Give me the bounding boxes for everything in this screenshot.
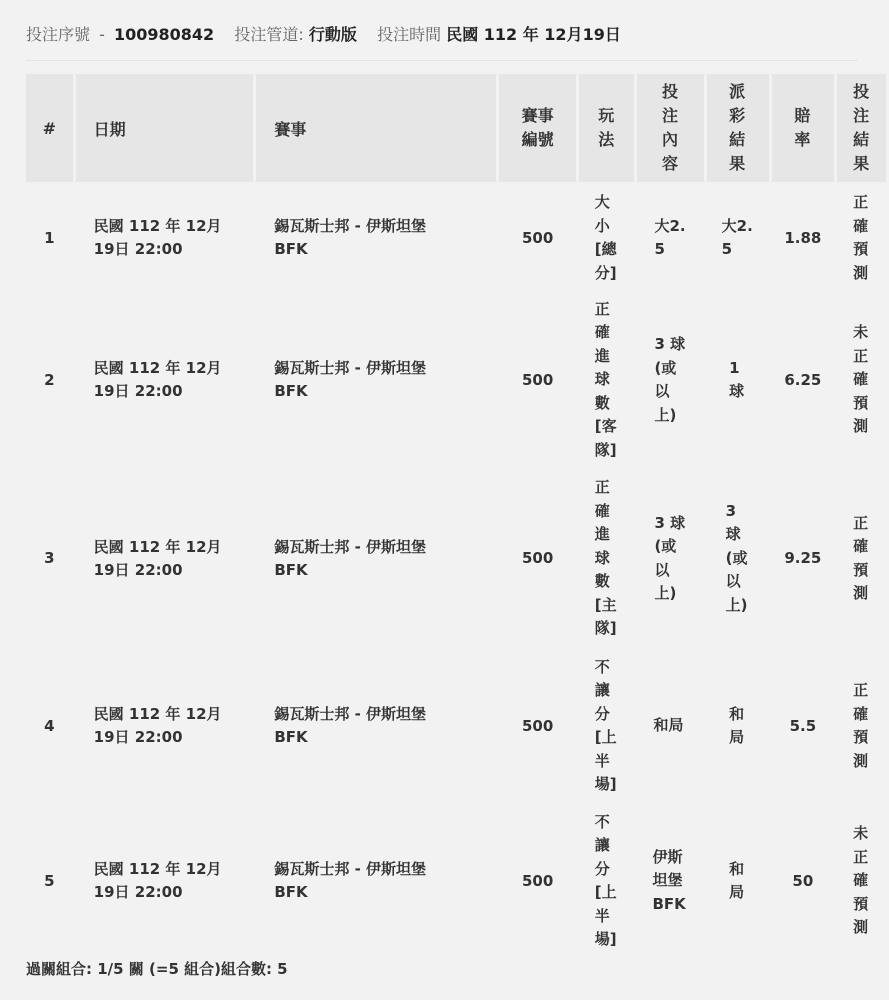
row-payout: 3球(或以上): [725, 501, 748, 614]
row-play: 大小[總分]: [594, 193, 617, 282]
col-header-match: 賽事: [256, 74, 495, 182]
row-result: 正確預測: [853, 193, 869, 282]
col-header-bet: 投注內容: [637, 74, 704, 182]
serial-value: 100980842: [113, 25, 215, 44]
row-bet: 伊斯坦堡BFK: [652, 847, 686, 913]
serial-separator: -: [99, 25, 105, 44]
row-payout: 和局: [729, 704, 745, 746]
parlay-summary: 過關組合: 1/5 關 (=5 組合)組合數: 5: [26, 960, 288, 978]
row-result: 未正確預測: [853, 824, 869, 937]
time-value: 民國 112 年 12月19日: [446, 25, 621, 44]
bet-info-header: [26, 20, 858, 61]
row-play: 正確進球數[主隊]: [594, 478, 617, 638]
row-date: 民國 112 年 12月19日 22:00: [93, 705, 222, 746]
row-bet: 3 球(或以上): [654, 513, 686, 602]
col-header-result: 投注結果: [837, 74, 886, 182]
channel-label: 投注管道:: [234, 25, 304, 44]
row-bet: 3 球(或以上): [654, 335, 686, 424]
row-code: 500: [521, 370, 554, 389]
table-row: [26, 651, 886, 801]
row-match: 錫瓦斯士邦 - 伊斯坦堡BFK: [274, 359, 427, 400]
table-row: [26, 466, 886, 651]
row-odds: 5.5: [789, 716, 817, 735]
row-play: 正確進球數[客隊]: [594, 299, 617, 459]
row-num: 2: [44, 370, 55, 389]
row-code: 500: [521, 549, 554, 567]
row-payout: 大2.5: [721, 216, 753, 258]
row-date: 民國 112 年 12月19日 22:00: [93, 860, 222, 901]
row-code: 500: [521, 228, 554, 247]
row-num: 5: [44, 871, 55, 890]
row-match: 錫瓦斯士邦 - 伊斯坦堡BFK: [274, 217, 427, 258]
col-header-payout: 派彩結果: [707, 74, 769, 182]
table-row: [26, 801, 886, 961]
row-play: 不讓分[上半場]: [594, 812, 617, 948]
row-match: 錫瓦斯士邦 - 伊斯坦堡BFK: [274, 860, 427, 901]
channel-value: 行動版: [308, 25, 357, 44]
row-date: 民國 112 年 12月19日 22:00: [93, 537, 222, 579]
table-row: [26, 294, 886, 466]
col-header-num: #: [26, 74, 73, 182]
row-match: 錫瓦斯士邦 - 伊斯坦堡BFK: [274, 537, 427, 579]
bet-detail-table: [23, 74, 889, 961]
row-odds: 50: [792, 871, 814, 890]
row-odds: 6.25: [784, 370, 822, 389]
row-result: 正確預測: [853, 681, 869, 770]
row-result: 未正確預測: [853, 323, 869, 436]
row-bet: 和局: [653, 716, 684, 735]
row-date: 民國 112 年 12月19日 22:00: [93, 359, 222, 400]
table-row: [26, 182, 886, 294]
serial-label: 投注序號: [26, 25, 91, 44]
row-num: 1: [44, 228, 55, 247]
row-code: 500: [521, 871, 554, 890]
row-date: 民國 112 年 12月19日 22:00: [93, 217, 222, 258]
row-payout: 和局: [729, 859, 745, 901]
row-payout: 1球: [729, 358, 745, 400]
row-match: 錫瓦斯士邦 - 伊斯坦堡BFK: [274, 705, 427, 746]
col-header-play: 玩法: [579, 74, 634, 182]
row-play: 不讓分[上半場]: [594, 657, 617, 793]
col-header-code: 賽事編號: [499, 74, 577, 182]
col-header-date: 日期: [76, 74, 254, 182]
row-num: 4: [44, 716, 55, 735]
row-num: 3: [44, 549, 55, 567]
row-odds: 9.25: [784, 549, 822, 567]
row-code: 500: [521, 716, 554, 735]
table-header-row: [26, 74, 886, 182]
row-odds: 1.88: [784, 228, 822, 247]
time-label: 投注時間: [377, 25, 442, 44]
row-bet: 大2.5: [654, 216, 686, 258]
col-header-odds: 賠率: [772, 74, 835, 182]
row-result: 正確預測: [853, 513, 869, 602]
